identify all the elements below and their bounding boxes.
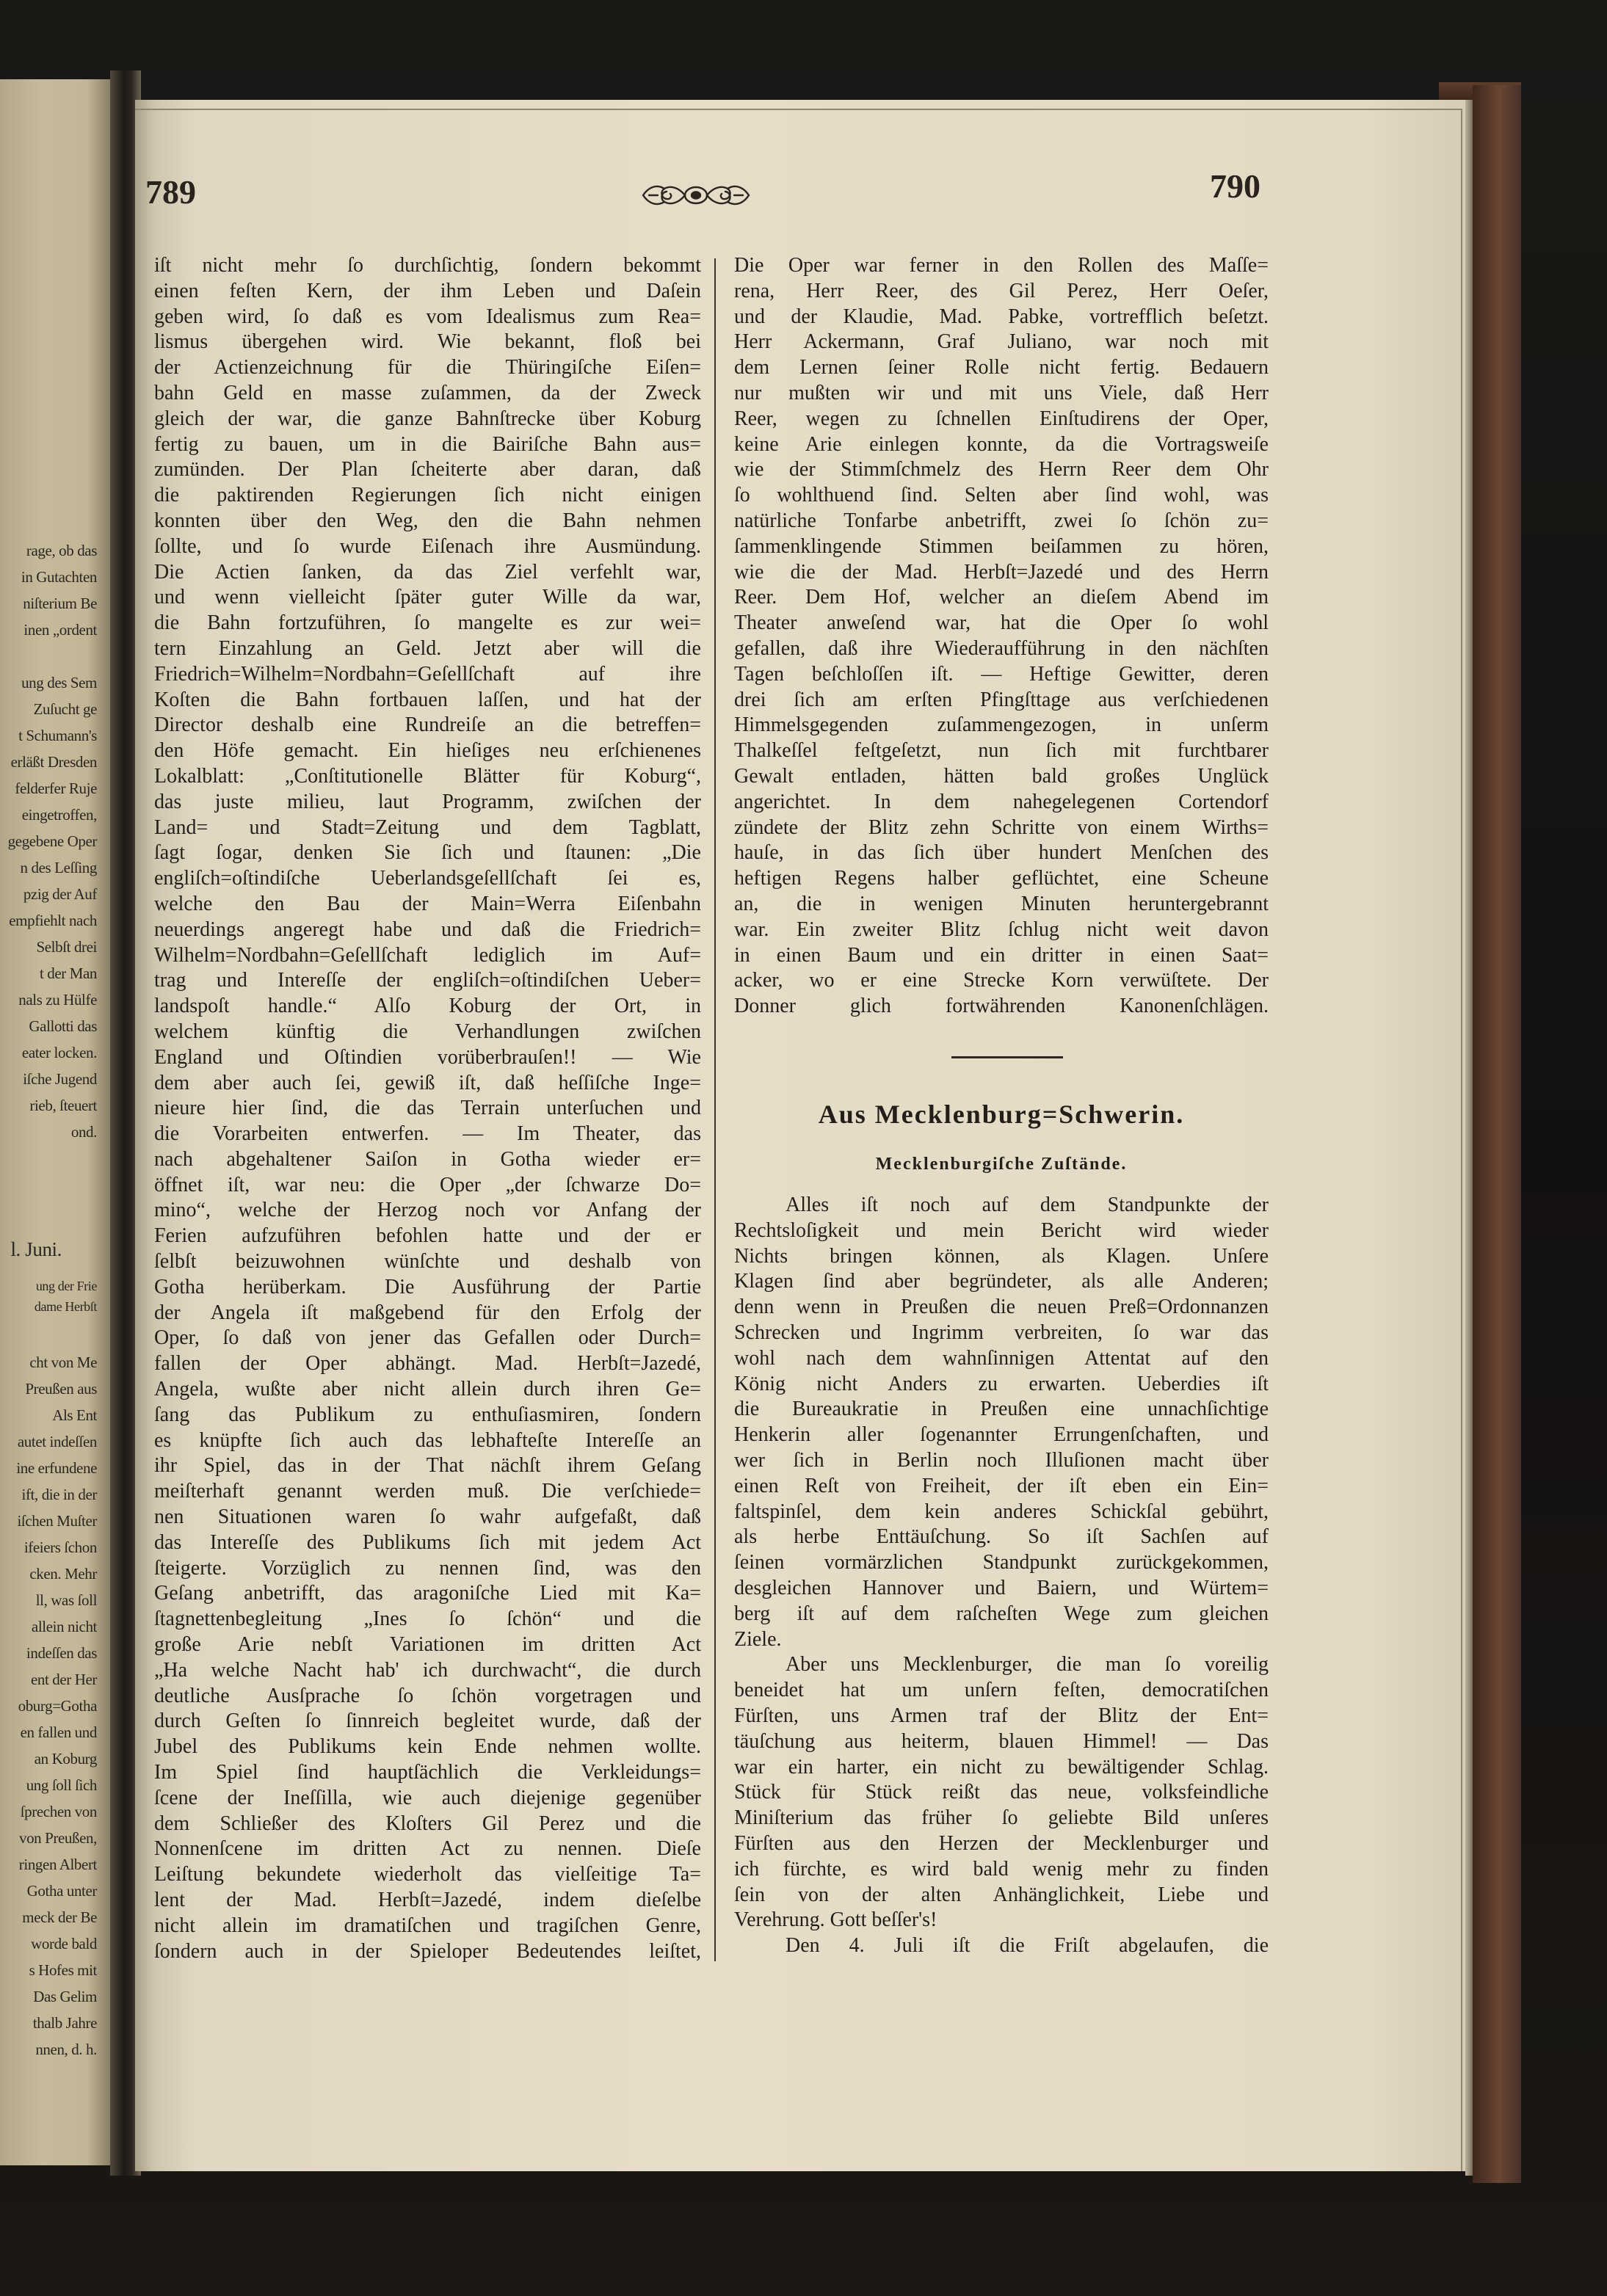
- text-line: gleich der war, die ganze Bahnſtrecke über Koburg: [154, 407, 701, 430]
- text-line: durch Geſten ſo ſinnreich begleitet wurde, daß der: [154, 1710, 701, 1733]
- text-line: Klagen ſind aber begründeter, als alle Anderen;: [734, 1270, 1269, 1293]
- text-line: ihr Spiel, das in der That nächſt ihrem Geſang: [154, 1454, 701, 1478]
- text-line: trag und Intereſſe der engliſch=oſtindiſchen Ueber=: [154, 969, 701, 992]
- text-line: Schrecken und Ingrimm verbreiten, ſo war das: [734, 1320, 1269, 1344]
- text-line: Geſang anbetrifft, das aragoniſche Lied mit Ka=: [154, 1582, 701, 1605]
- facing-page-fragment: ifeiers ſchon: [23, 1538, 97, 1556]
- facing-page-fragment: felderfer Ruje: [15, 780, 97, 797]
- text-line: Friedrich=Wilhelm=Nordbahn=Geſellſchaft auf ihre: [154, 662, 701, 686]
- text-line: Nichts bringen können, als Klagen. Unſere: [734, 1244, 1269, 1268]
- article-body: [734, 1193, 1269, 1959]
- facing-page-fragment: empfiehlt nach: [9, 912, 97, 929]
- facing-page-fragment: von Preußen,: [18, 1829, 97, 1847]
- facing-page-fragment: erläßt Dresden: [10, 753, 97, 771]
- facing-page-fragment: thalb Jahre: [32, 2014, 97, 2032]
- text-line: als herbe Enttäuſchung. So iſt Sachſen auf: [734, 1525, 1269, 1549]
- text-line: fallen der Oper abhängt. Mad. Herbſt=Jazedé,: [154, 1352, 701, 1376]
- facing-page-fragment: t Schumann's: [18, 727, 97, 744]
- text-line: beneidet hat um unſern feſten, democratiſchen: [734, 1679, 1269, 1702]
- text-line: Ziele.: [734, 1627, 782, 1651]
- text-line: zumünden. Der Plan ſcheiterte aber daran, daß: [154, 458, 701, 482]
- text-line: ſcene der Ineſſilla, wie auch diejenige gegenüber: [154, 1786, 701, 1809]
- text-line: Oper, ſo daß von jener das Gefallen oder Durch=: [154, 1326, 701, 1350]
- text-line: und wenn vielleicht ſpäter guter Wille da war,: [154, 586, 701, 609]
- facing-page-fragment: rage, ob das: [26, 542, 97, 559]
- text-line: nieure hier ſind, die das Terrain unterſuchen und: [154, 1097, 701, 1120]
- text-line: Tagen beſchloſſen iſt. — Heftige Gewitter, deren: [734, 662, 1269, 686]
- text-line: Reer, wegen zu ſchnellen Einſtudirens der Oper,: [734, 407, 1269, 430]
- facing-page-fragment: niſterium Be: [23, 595, 97, 612]
- text-line: desgleichen Hannover und Baiern, und Würtem=: [734, 1576, 1269, 1599]
- facing-page-fragment: autet indeſſen: [17, 1433, 97, 1450]
- text-line: ſammenklingende Stimmen beiſammen zu hören,: [734, 534, 1269, 558]
- text-line: nur mußten wir und mit uns Viele, daß Herr: [734, 381, 1269, 404]
- facing-page-fragment: ung der Frie: [35, 1279, 97, 1293]
- text-line: den Höfe gemacht. Ein hieſiges neu erſchienenes: [154, 739, 701, 763]
- facing-page-fragment: eater locken.: [21, 1044, 97, 1061]
- text-line: Reer. Dem Hof, welcher an dieſem Abend im: [734, 586, 1269, 609]
- text-line: Henkerin aller ſogenannter Errungenſchaften, und: [734, 1423, 1269, 1447]
- text-line: der Actienzeichnung für die Thüringiſche Eiſen=: [154, 356, 701, 379]
- facing-page-fragment: n des Leſſing: [20, 859, 97, 876]
- facing-page-fragment: nnen, d. h.: [35, 2041, 97, 2058]
- text-line: landspoſt handle.“ Alſo Koburg der Ort, in: [154, 995, 701, 1018]
- facing-page-fragment: cken. Mehr: [29, 1565, 97, 1583]
- text-line: Angela, wußte aber nicht allein durch ihren Ge=: [154, 1378, 701, 1401]
- facing-page-fragment: in Gutachten: [21, 568, 97, 586]
- text-line: die Vorarbeiten entwerfen. — Im Theater, das: [154, 1122, 701, 1146]
- text-line: acker, wo er eine Strecke Korn verwüſtete. Der: [734, 969, 1269, 992]
- paragraph: [734, 1933, 1269, 1959]
- facing-page-fragment: Das Gelim: [33, 1988, 97, 2005]
- text-line: Leiſtung bekundete wiederholt das vielſeitige Ta=: [154, 1863, 701, 1886]
- left-column: [154, 253, 701, 1964]
- text-line: neuerdings angeregt habe und daß die Friedrich=: [154, 918, 701, 941]
- text-line: Die Actien ſanken, da das Ziel verfehlt war,: [154, 560, 701, 584]
- text-line: Gewalt entladen, hätten bald großes Unglück: [734, 764, 1269, 788]
- facing-page-fragment: worde bald: [31, 1935, 97, 1952]
- facing-page-fragment: indeſſen das: [26, 1644, 97, 1662]
- text-line: war. Ein zweiter Blitz ſchlug nicht weit davon: [734, 918, 1269, 941]
- text-line: ſteigerte. Vorzüglich zu nennen ſind, was den: [154, 1556, 701, 1580]
- text-line: lent der Mad. Herbſt=Jazedé, indem dieſelbe: [154, 1889, 701, 1911]
- facing-page-fragment: Preußen aus: [25, 1380, 97, 1398]
- text-line: ich fürchte, es wird bald wenig mehr zu finden: [734, 1857, 1269, 1881]
- facing-page-fragment-block: [0, 537, 97, 643]
- text-line: wer ſich in Berlin noch Illuſionen macht über: [734, 1448, 1269, 1472]
- text-line: einen feſten Kern, der ihm Leben und Daſein: [154, 279, 701, 302]
- text-line: Rechtsloſigkeit und mein Bericht wird wieder: [734, 1218, 1269, 1242]
- text-line: Himmelsgegenden zuſammengezogen, in unſerm: [734, 713, 1269, 737]
- facing-page-fragment: ſprechen von: [20, 1803, 97, 1820]
- article-subheading: Mecklenburgiſche Zuſtände.: [875, 1155, 1128, 1174]
- facing-page-fragment: inen „ordent: [23, 621, 97, 639]
- facing-page-fragment-block: [0, 669, 97, 1145]
- text-line: gefallen, daß ihre Wiederaufführung in den nächſten: [734, 636, 1269, 660]
- facing-page-fragment: rieb, ſteuert: [29, 1097, 97, 1114]
- text-line: konnten über den Weg, den die Bahn nehmen: [154, 509, 701, 532]
- text-line: Theater anweſend war, hat die Oper ſo wohl: [734, 611, 1269, 635]
- text-line: große Arie nebſt Variationen im dritten Act: [154, 1633, 701, 1657]
- text-line: täuſchung aus heiterm, blauen Himmel! — Das: [734, 1729, 1269, 1753]
- facing-page-fragment: an Koburg: [34, 1750, 97, 1768]
- column-rule: [714, 258, 716, 1961]
- text-line: wie der Stimmſchmelz des Herrn Reer dem Ohr: [734, 458, 1269, 482]
- text-line: König nicht Anders zu erwarten. Ueberdies iſt: [734, 1372, 1269, 1395]
- text-line: England und Oſtindien vorüberbrauſen!! — Wie: [154, 1045, 701, 1069]
- text-line: Nonnenſcene im dritten Act zu nennen. Dieſe: [154, 1837, 701, 1861]
- text-line: nen Situationen waren ſo wahr aufgefaßt, daß: [154, 1505, 701, 1529]
- facing-page-fragment: ine erfundene: [16, 1459, 97, 1477]
- article-heading: Aus Mecklenburg=Schwerin.: [818, 1100, 1185, 1129]
- text-line: an, die in wenigen Minuten heruntergebrannt: [734, 892, 1269, 915]
- text-line: welchem künftig die Verhandlungen zwiſchen: [154, 1020, 701, 1043]
- text-line: Die Oper war ferner in den Rollen des Maſſe=: [734, 254, 1269, 277]
- text-line: einen Reſt von Freiheit, der iſt eben ein Ein=: [734, 1474, 1269, 1497]
- text-line: dem Schließer des Kloſters Gil Perez und die: [154, 1812, 701, 1835]
- text-line: dem aber auch ſei, gewiß iſt, daß heſſiſche Inge=: [154, 1071, 701, 1094]
- facing-page-fragment: ll, was ſoll: [35, 1591, 97, 1609]
- facing-page-fragment: eingetroffen,: [21, 806, 97, 824]
- facing-page-fragment: ond.: [70, 1123, 97, 1141]
- facing-page-fragment: s Hofes mit: [29, 1961, 97, 1979]
- text-line: Fürſten, uns Armen traf der Blitz der Ent=: [734, 1704, 1269, 1727]
- text-line: ſtagnettenbegleitung „Ines ſo ſchön“ und die: [154, 1607, 701, 1631]
- right-column-continuation: [734, 253, 1269, 1020]
- ornament-icon: [640, 179, 752, 211]
- text-line: nach abgehaltener Saiſon in Gotha wieder er=: [154, 1147, 701, 1171]
- text-line: ſondern auch in der Spieloper Bedeutendes leiſtet,: [154, 1939, 701, 1963]
- text-line: Fürſten aus den Herzen der Mecklenburger und: [734, 1831, 1269, 1855]
- text-line: wohl nach dem wahnſinnigen Attentat auf den: [734, 1346, 1269, 1370]
- text-line: angerichtet. In dem nahegelegenen Cortendorf: [734, 790, 1269, 813]
- facing-page-fragment: gegebene Oper: [7, 832, 97, 850]
- text-line: öffnet iſt, war neu: die Oper „der ſchwarze Do=: [154, 1173, 701, 1196]
- section-divider: [951, 1056, 1063, 1058]
- facing-page-fragment: l. Juni.: [10, 1238, 62, 1260]
- text-line: ſein von der alten Anhänglichkeit, Liebe und: [734, 1883, 1269, 1906]
- facing-page-fragment: ent der Her: [30, 1671, 97, 1688]
- text-line: der Angela iſt maßgebend für den Erfolg der: [154, 1301, 701, 1324]
- facing-page-fragment: Selbſt drei: [36, 938, 97, 956]
- facing-page-fragment: Zuſucht ge: [33, 700, 97, 718]
- facing-page-fragment: nals zu Hülfe: [18, 991, 97, 1009]
- text-line: Wilhelm=Nordbahn=Geſellſchaft lediglich im Auf=: [154, 943, 701, 967]
- text-line: denn wenn in Preußen die neuen Preß=Ordonnanzen: [734, 1296, 1269, 1319]
- text-line: zündete der Blitz zehn Schritte von einem Wirths=: [734, 815, 1269, 839]
- text-line: hauſe, in das ſich über hundert Menſchen des: [734, 841, 1269, 865]
- facing-page-fragment: ung ſoll ſich: [26, 1776, 97, 1794]
- paragraph: [734, 1193, 1269, 1652]
- text-line: dem Lernen ſeiner Rolle nicht fertig. Bedauern: [734, 356, 1269, 379]
- text-line: Thalkeſſel feſtgeſetzt, nun ſich mit furchtbarer: [734, 739, 1269, 763]
- text-line: Herr Ackermann, Graf Juliano, war noch mit: [734, 330, 1269, 354]
- text-line: Director deshalb eine Rundreiſe an die betreffen=: [154, 713, 701, 737]
- text-line: berg iſt auf dem raſcheſten Wege zum gleichen: [734, 1602, 1269, 1625]
- text-line: Jubel des Publikums kein Ende nehmen wollte.: [154, 1735, 701, 1759]
- text-line: mino“, welche der Herzog noch vor Anfang der: [154, 1199, 701, 1222]
- facing-page-fragment-block: [0, 1349, 97, 2063]
- text-line: es knüpfte ſich auch das lebhafteſte Intereſſe an: [154, 1428, 701, 1452]
- text-line: drei ſich am erſten Pfingſttage aus verſchiedenen: [734, 688, 1269, 711]
- text-line: rena, Herr Reer, des Gil Perez, Herr Oeſer,: [734, 279, 1269, 302]
- text-line: Ferien aufzuführen befohlen hatte und der er: [154, 1224, 701, 1248]
- facing-page-fragment: iſche Jugend: [23, 1070, 97, 1088]
- text-line: ſeinen vormärzlichen Standpunkt zurückgekommen,: [734, 1551, 1269, 1574]
- facing-page-fragment: ift, die in der: [21, 1486, 97, 1503]
- text-line: Stück für Stück reißt das neue, volksfeindliche: [734, 1781, 1269, 1804]
- text-line: die Bahn fortzuführen, ſo mangelte es zur wei=: [154, 611, 701, 635]
- facing-page-fragment: ringen Albert: [18, 1856, 97, 1873]
- text-line: das Intereſſe des Publikums ſich mit jedem Act: [154, 1530, 701, 1554]
- page-number-left: 789: [145, 173, 196, 211]
- text-line: nicht allein im dramatiſchen und tragiſchen Genre,: [154, 1914, 701, 1937]
- facing-page-fragment: oburg=Gotha: [18, 1697, 97, 1715]
- text-line: „Ha welche Nacht hab' ich durchwacht“, die durch: [154, 1658, 701, 1682]
- text-line: Land= und Stadt=Zeitung und dem Tagblatt,: [154, 815, 701, 839]
- text-line: die paktirenden Regierungen ſich nicht einigen: [154, 484, 701, 507]
- text-line: ſagt ſogar, denken Sie ſich und ſtaunen: „Die: [154, 841, 701, 865]
- facing-page: [0, 79, 116, 2165]
- text-line: Alles iſt noch auf dem Standpunkte der: [786, 1194, 1269, 1216]
- facing-page-dateline: [0, 1235, 62, 1264]
- text-line: ſang das Publikum zu enthuſiasmiren, ſondern: [154, 1403, 701, 1426]
- text-line: ſelbſt beizuwohnen wünſchte und deshalb von: [154, 1250, 701, 1274]
- text-line: faltspinſel, dem kein anderes Schickſal gebührt,: [734, 1500, 1269, 1523]
- text-line: engliſch=oſtindiſche Ueberlandsgeſellſchaft ſei es,: [154, 867, 701, 890]
- text-line: tern Einzahlung an Geld. Jetzt aber will die: [154, 636, 701, 660]
- facing-page-fragment: allein nicht: [31, 1618, 97, 1635]
- text-line: Miniſterium das früher ſo geliebte Bild unſeres: [734, 1806, 1269, 1830]
- facing-page-fragment: ung des Sem: [21, 674, 97, 691]
- text-line: das juste milieu, laut Programm, zwiſchen der: [154, 790, 701, 813]
- facing-page-fragment: Gotha unter: [26, 1882, 97, 1900]
- text-line: in einen Baum und ein dritter in einen Saat=: [734, 943, 1269, 967]
- facing-page-fragment: en fallen und: [20, 1723, 97, 1741]
- book-cover: [1473, 85, 1521, 2183]
- text-line: wie die der Mad. Herbſt=Jazedé und des Herrn: [734, 560, 1269, 584]
- facing-page-fragment: meck der Be: [22, 1908, 97, 1926]
- facing-page-fragment: pzig der Auf: [23, 885, 97, 903]
- facing-page-fragment-block: [0, 1276, 97, 1317]
- text-line: Im Spiel ſind hauptſächlich die Verkleidungs=: [154, 1761, 701, 1784]
- text-line: natürliche Tonfarbe anbetrifft, zwei ſo ſchön zu=: [734, 509, 1269, 532]
- text-line: lismus übergehen wird. Wie bekannt, floß bei: [154, 330, 701, 354]
- facing-page-fragment: dame Herbſt: [34, 1299, 97, 1314]
- facing-page-fragment: Als Ent: [52, 1406, 97, 1424]
- text-line: ſollte, und ſo wurde Eiſenach ihre Ausmündung.: [154, 534, 701, 558]
- text-line: deutliche Ausſprache ſo ſchön vorgetragen und: [154, 1684, 701, 1707]
- text-line: bahn Geld en masse zuſammen, da der Zweck: [154, 381, 701, 404]
- text-line: Verehrung. Gott beſſer's!: [734, 1908, 937, 1932]
- text-line: keine Arie einlegen konnte, da die Vortragsweiſe: [734, 432, 1269, 456]
- text-line: welche den Bau der Main=Werra Eiſenbahn: [154, 892, 701, 915]
- facing-page-fragment: Gallotti das: [29, 1017, 97, 1035]
- text-line: Lokalblatt: „Conſtitutionelle Blätter für Koburg“,: [154, 764, 701, 788]
- paragraph: [734, 1652, 1269, 1933]
- text-line: Aber uns Mecklenburger, die man ſo voreilig: [786, 1653, 1269, 1676]
- text-line: und der Klaudie, Mad. Pabke, vortrefflich beſetzt.: [734, 305, 1269, 328]
- text-line: Gotha herüberkam. Die Ausführung der Partie: [154, 1275, 701, 1298]
- facing-page-fragment: iſchen Muſter: [17, 1512, 97, 1530]
- text-line: Koſten die Bahn fortbauen laſſen, und hat der: [154, 688, 701, 711]
- text-line: Den 4. Juli iſt die Friſt abgelaufen, die: [786, 1934, 1269, 1958]
- text-line: meiſterhaft genannt werden muß. Die verſchiede=: [154, 1480, 701, 1503]
- facing-page-fragment: cht von Me: [29, 1354, 97, 1371]
- text-line: war ein harter, ein nicht zu bewältigender Schlag.: [734, 1755, 1269, 1779]
- page-number-right: 790: [1210, 167, 1260, 205]
- text-line: ſo wohlthuend ſind. Selten aber ſind wohl, was: [734, 484, 1269, 507]
- text-line: die Bureaukratie in Preußen eine unnachſichtige: [734, 1398, 1269, 1421]
- text-line: heftigen Regens halber geflüchtet, eine Scheune: [734, 867, 1269, 890]
- text-line: geben wird, ſo daß es vom Idealismus zum Rea=: [154, 305, 701, 328]
- text-line: Donner glich fortwährenden Kanonenſchlägen.: [734, 995, 1269, 1018]
- text-line: fertig zu bauen, um in die Bairiſche Bahn aus=: [154, 432, 701, 456]
- text-line: iſt nicht mehr ſo durchſichtig, ſondern bekommt: [154, 254, 701, 277]
- facing-page-fragment: t der Man: [39, 964, 97, 982]
